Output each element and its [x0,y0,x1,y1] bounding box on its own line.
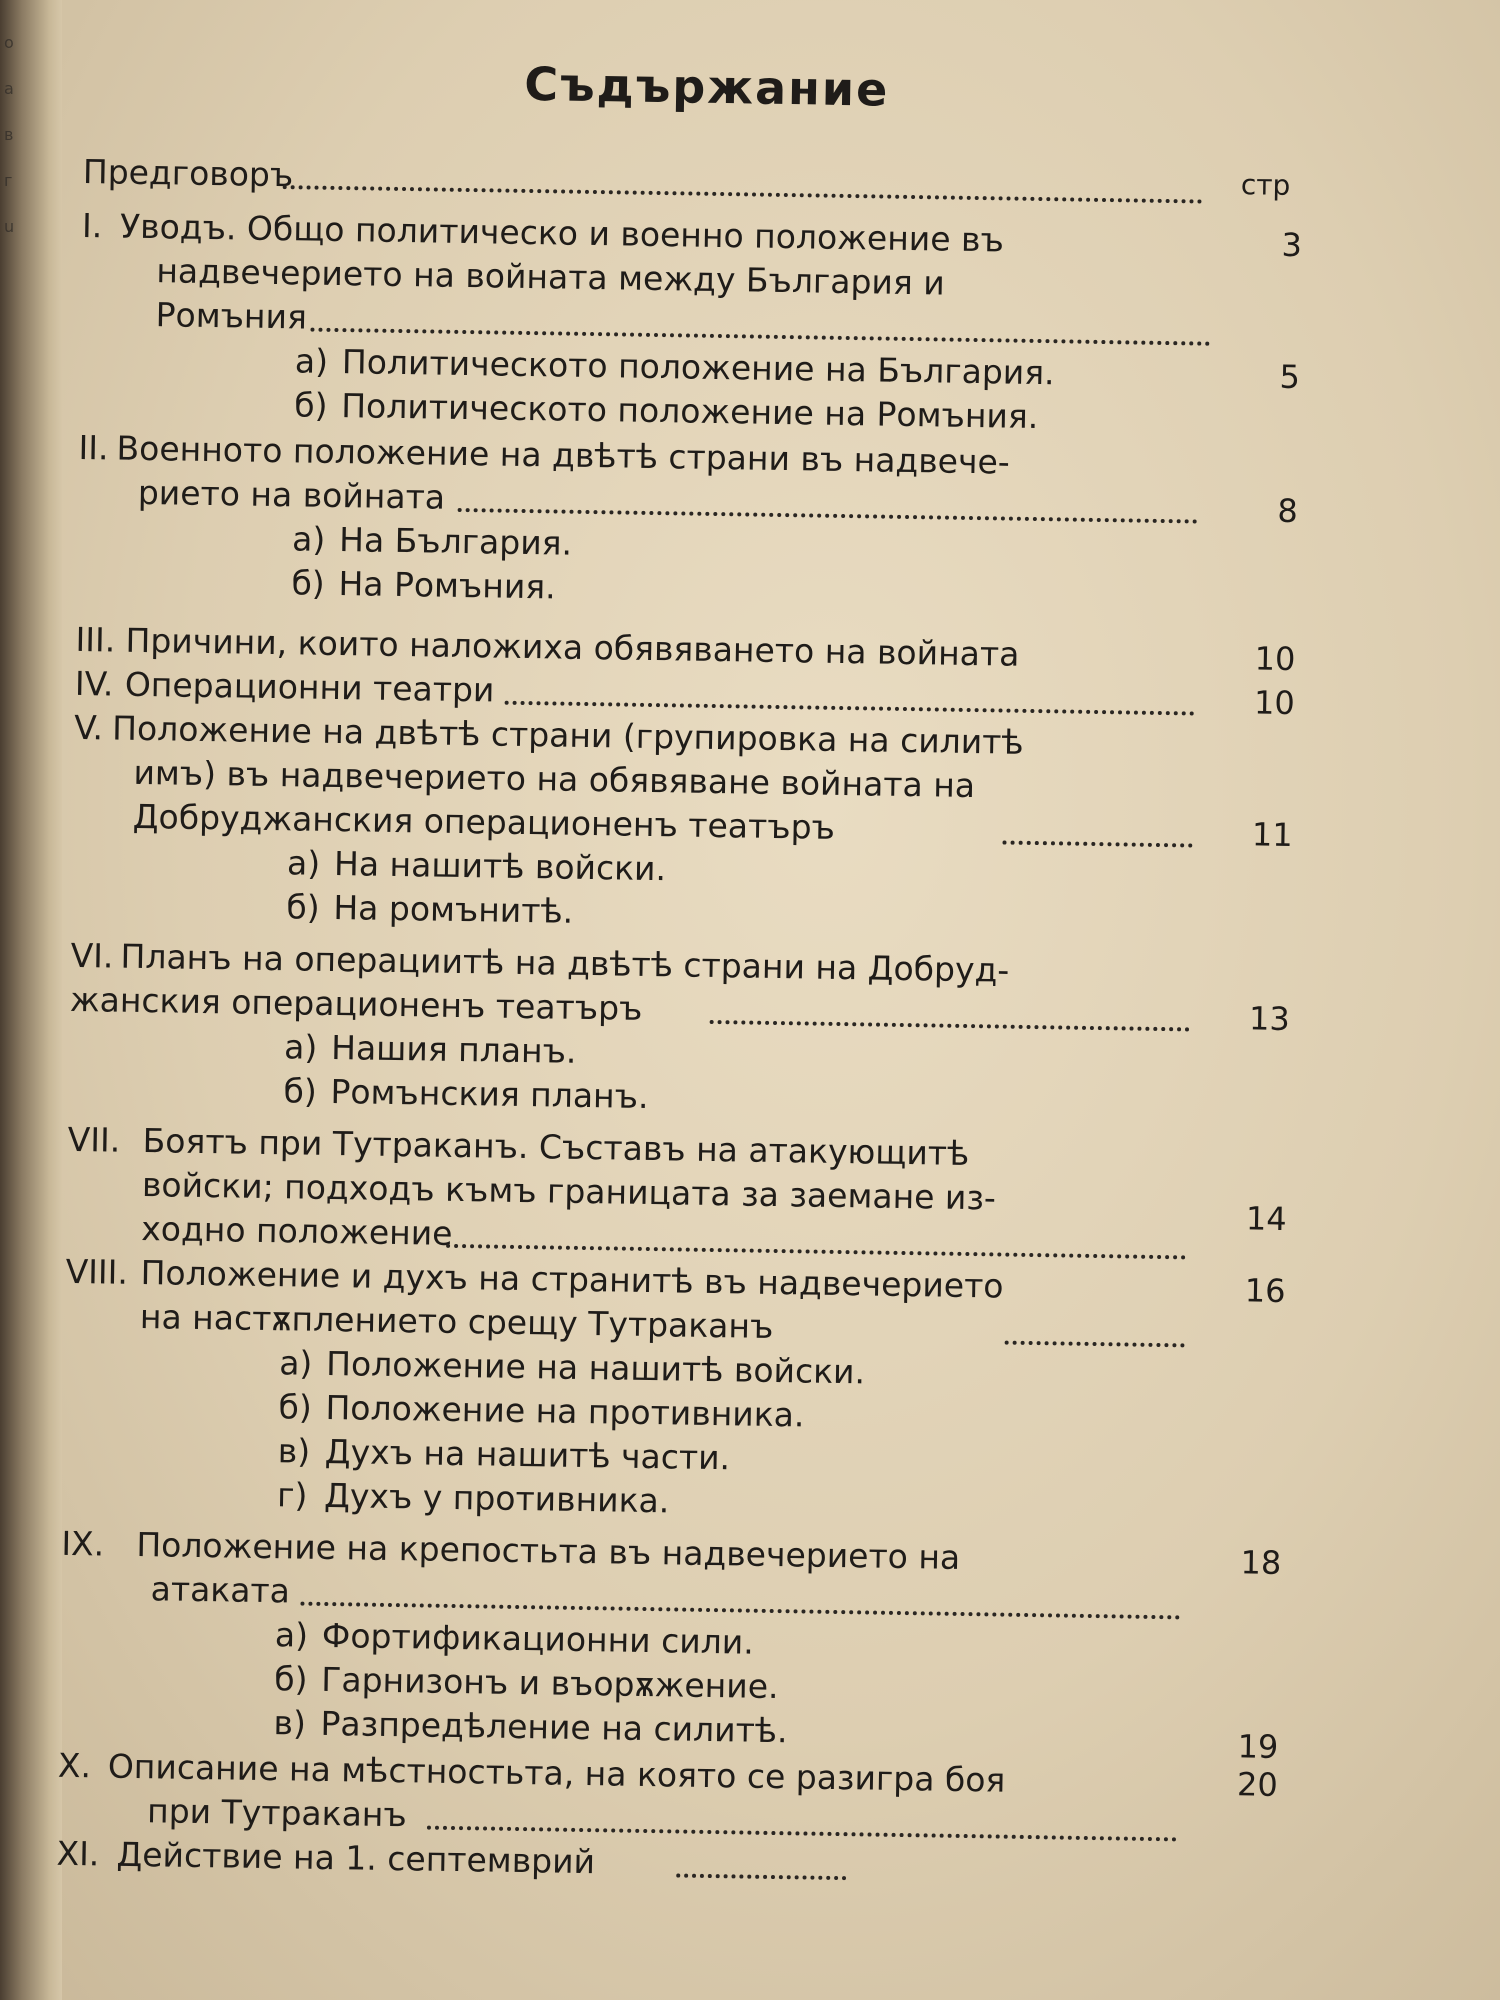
toc-entry: Предговоръ [83,152,1233,210]
page-number: 20 [1236,1765,1279,1804]
toc-subentry: г) Духъ у противника. [276,1475,670,1521]
toc-entry: VI. Планъ на операциитѣ на двѣтѣ страни на Добруд- [70,935,1010,990]
page-number: 10 [1254,639,1296,679]
toc-subentry: б) Политическото положение на Ромъния. [293,385,1039,437]
toc-entry-continuation: при Тутраканъ [57,1790,1207,1848]
toc-entry-continuation: атаката [60,1568,1210,1626]
toc-subentry: а) Политическото положение на България. [294,341,1055,393]
page-number: 11 [1251,815,1293,855]
toc-subentry: в) Разпредѣление на силитѣ. [273,1703,788,1751]
dot-leader [1005,1301,1186,1348]
dot-leader [283,145,1204,203]
toc-entry: II. Военното положение на двѣтѣ страни въ надвече- [78,427,1011,482]
toc-subentry: в) Духъ на нашитѣ части. [277,1431,731,1478]
toc-subentry: б) На Ромъния. [291,563,556,607]
page-number: 8 [1277,491,1299,531]
toc-entry: IX. Положение на крепостьта въ надвечерието на [61,1523,961,1577]
toc-entry-continuation: войски; подходъ къмъ границата за заемане из- [141,1165,997,1218]
toc-entry-continuation: ходно положение [66,1208,1216,1266]
dot-leader [505,661,1196,716]
page-number: 16 [1244,1271,1286,1311]
toc-entry: IV. Операционни театри [75,664,1225,722]
toc-subentry: б) Положение на противника. [278,1387,805,1435]
toc-entry-continuation: надвечерието на войната между България и [156,251,946,303]
toc-entry: X. Описание на мѣстностьта, на която се разигра боя [57,1745,1006,1800]
toc-entry: VIII. Положение и духъ на странитѣ въ надвечерието [65,1251,1004,1306]
page-number: 14 [1245,1199,1287,1239]
toc-subentry: б) Гарнизонъ и въорѫжение. [273,1659,779,1707]
toc-entry: XI. Действие на 1. септемврий [56,1834,1206,1892]
page-number: 19 [1237,1727,1279,1766]
toc-subentry: а) Нашия планъ. [283,1027,577,1071]
toc-entry-continuation: Добруджанския операционенъ театъръ [72,796,1222,854]
toc-subentry: б) Ромънския планъ. [283,1071,649,1116]
page-number: 18 [1240,1543,1282,1582]
toc-entry-continuation: имъ) въ надвечерието на обявяване войната на [133,752,976,806]
toc-subentry: а) Положение на нашитѣ войски. [278,1343,866,1392]
table-of-contents [56,40,1345,1920]
page-number: 5 [1279,357,1301,397]
toc-entry-continuation: рието на войната [78,472,1228,530]
page-number: 3 [1281,225,1303,265]
toc-entry: V. Положение на двѣтѣ страни (групировка на силитѣ [73,707,1024,762]
toc-subentry: а) На България. [291,519,573,563]
dot-leader [676,1834,847,1881]
toc-subentry: б) На ромънитѣ. [286,887,574,931]
page-number: 13 [1248,999,1291,1039]
page-title: Съдържание [523,56,890,117]
toc-entry-continuation: на настѫплението срещу Тутраканъ [65,1296,1215,1354]
toc-entry: VII. Боятъ при Тутраканъ. Съставъ на атакующитѣ [67,1119,970,1174]
toc-entry-continuation: Ромъния [80,294,1230,352]
page-column-header: стр [1240,168,1291,202]
toc-entry: III. Причини, които наложиха обявяването на войната [75,619,1020,674]
toc-subentry: а) На нашитѣ войски. [286,843,667,889]
dot-leader [710,980,1191,1032]
dot-leader [1002,801,1193,848]
toc-entry: I. Уводъ. Общо политическо и военно положение въ [81,205,1005,260]
facing-page-edge-text: o a в г u [4,33,15,236]
page-number: 10 [1253,683,1296,723]
toc-subentry: а) Фортификационни сили. [274,1615,755,1662]
toc-entry-continuation: жанския операционенъ театъръ [70,980,1220,1038]
